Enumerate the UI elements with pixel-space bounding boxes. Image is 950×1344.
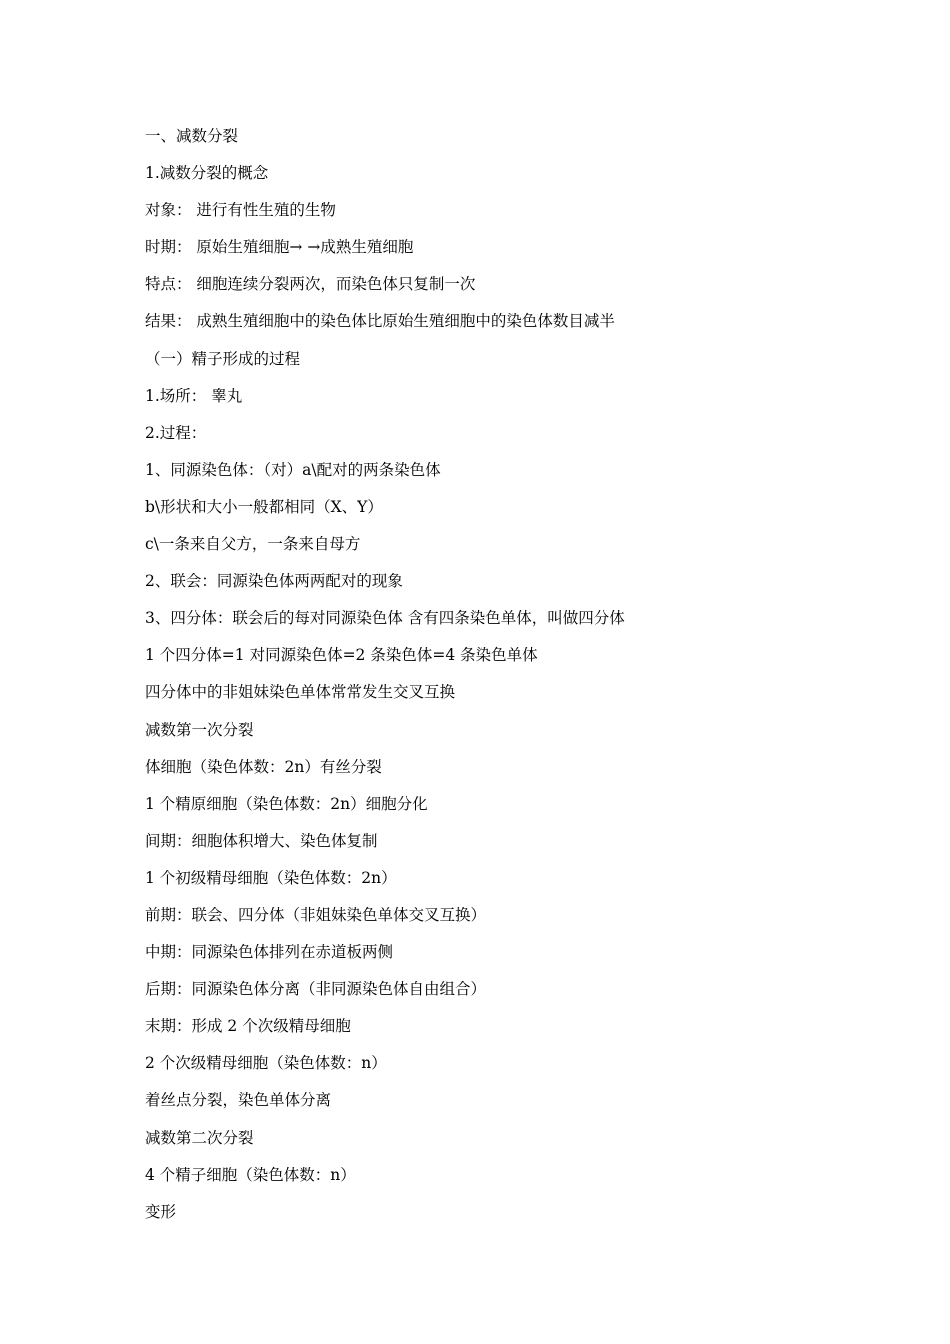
text-line: 1 个精原细胞（染色体数：2n）细胞分化 <box>145 794 428 813</box>
text-line: 四分体中的非姐妹染色单体常常发生交叉互换 <box>145 683 456 702</box>
text-line: 1 个四分体=1 对同源染色体=2 条染色体=4 条染色单体 <box>145 646 538 665</box>
text-line: 减数第一次分裂 <box>145 720 254 739</box>
text-line: 结果： 成熟生殖细胞中的染色体比原始生殖细胞中的染色体数目减半 <box>145 312 615 331</box>
text-line: 末期：形成 2 个次级精母细胞 <box>145 1017 351 1036</box>
text-line: b\形状和大小一般都相同（X、Y） <box>145 497 383 516</box>
text-line: 1.减数分裂的概念 <box>145 164 269 183</box>
text-line: 2 个次级精母细胞（染色体数：n） <box>145 1054 387 1073</box>
text-line: 一、减数分裂 <box>145 127 239 145</box>
text-line: 1、同源染色体：（对）a\配对的两条染色体 <box>145 460 441 479</box>
text-line: 体细胞（染色体数：2n）有丝分裂 <box>145 757 382 776</box>
text-line: 2、联会：同源染色体两两配对的现象 <box>145 572 403 591</box>
text-line: 减数第二次分裂 <box>145 1128 254 1147</box>
text-line: 着丝点分裂，染色单体分离 <box>145 1091 332 1110</box>
text-line: 中期：同源染色体排列在赤道板两侧 <box>145 943 394 962</box>
document-body <box>145 124 845 1237</box>
text-line: 对象： 进行有性生殖的生物 <box>145 201 336 220</box>
text-line: 间期：细胞体积增大、染色体复制 <box>145 831 378 850</box>
text-line: 特点： 细胞连续分裂两次，而染色体只复制一次 <box>145 275 476 294</box>
text-line: 1 个初级精母细胞（染色体数：2n） <box>145 868 397 887</box>
text-line: 变形 <box>145 1202 177 1221</box>
text-line: （一）精子形成的过程 <box>145 349 301 368</box>
text-line: 后期：同源染色体分离（非同源染色体自由组合） <box>145 980 487 999</box>
text-line: 前期：联会、四分体（非姐妹染色单体交叉互换） <box>145 905 487 924</box>
text-line: 1.场所： 睾丸 <box>145 386 243 405</box>
text-line: 4 个精子细胞（染色体数：n） <box>145 1165 356 1184</box>
text-line: c\一条来自父方，一条来自母方 <box>145 535 361 554</box>
text-line: 3、四分体：联会后的每对同源染色体 含有四条染色单体，叫做四分体 <box>145 609 625 628</box>
text-line: 2.过程： <box>145 423 207 442</box>
text-line: 时期： 原始生殖细胞→ →成熟生殖细胞 <box>145 238 414 257</box>
